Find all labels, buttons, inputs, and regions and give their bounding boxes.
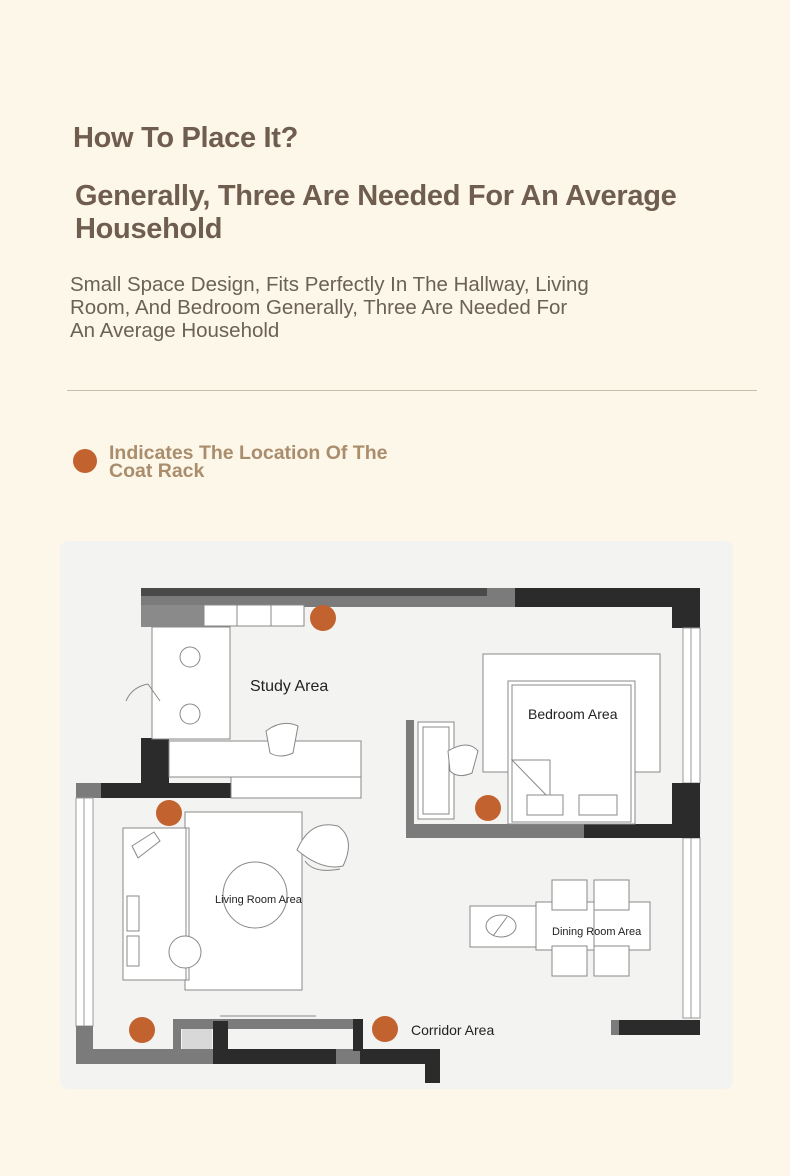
coat-rack-marker-corridor: [372, 1016, 398, 1042]
page-headline: Generally, Three Are Needed For An Average Household: [75, 180, 677, 245]
coat-rack-marker-bedroom: [475, 795, 501, 821]
coat-rack-marker-legend: [73, 449, 97, 473]
legend-label: Indicates The Location Of The Coat Rack: [109, 442, 388, 482]
coat-rack-marker-living: [156, 800, 182, 826]
coat-rack-marker-entry: [129, 1017, 155, 1043]
coat-rack-marker-study: [310, 605, 336, 631]
label-study: Study Area: [250, 678, 329, 695]
floor-plan-drawing: [60, 541, 733, 1089]
page-description: Small Space Design, Fits Perfectly In The Hallway, Living Room, And Bedroom Generally, Three Are Needed For An Average Household: [70, 273, 589, 342]
section-divider: [67, 390, 757, 391]
label-dining: Dining Room Area: [552, 926, 642, 938]
label-bedroom: Bedroom Area: [528, 706, 618, 722]
page-question: How To Place It?: [73, 122, 299, 154]
floor-plan: [60, 541, 733, 1089]
label-corridor: Corridor Area: [411, 1022, 495, 1038]
label-living: Living Room Area: [215, 894, 302, 906]
bedroom-furniture: [418, 654, 660, 824]
